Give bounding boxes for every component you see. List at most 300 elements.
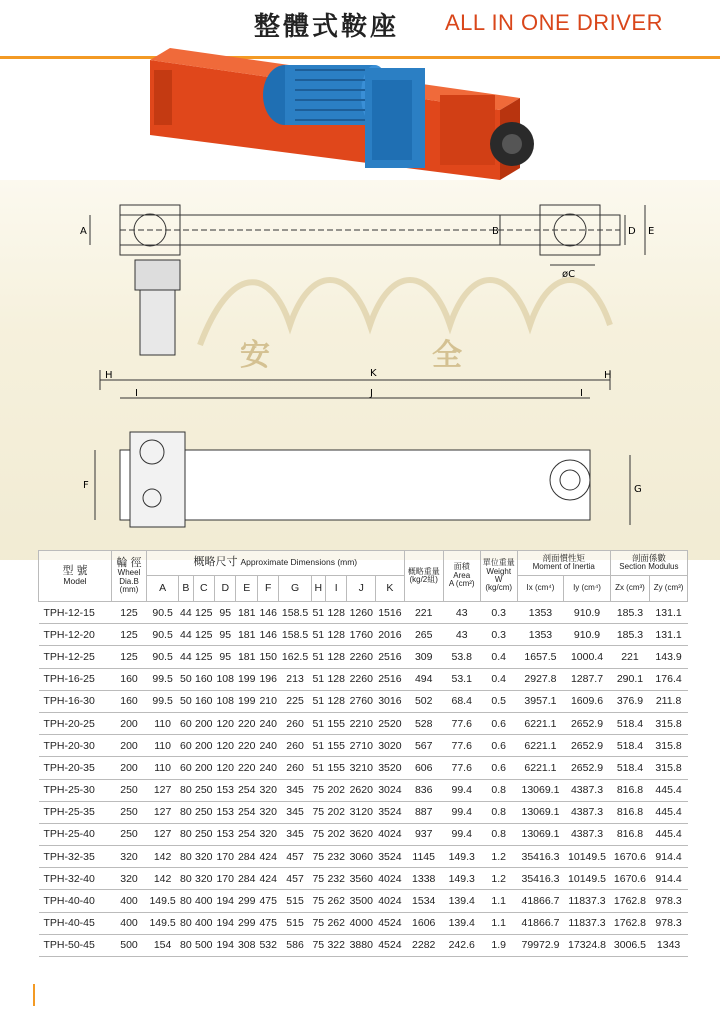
table-cell: 262 [325, 912, 346, 934]
table-cell: 6221.1 [517, 712, 564, 734]
table-cell: 80 [179, 890, 193, 912]
table-cell: 978.3 [650, 912, 688, 934]
table-cell: 142 [147, 868, 179, 890]
table-cell: 457 [279, 846, 311, 868]
table-cell: 260 [279, 712, 311, 734]
table-cell: 242.6 [443, 934, 480, 956]
table-cell: 515 [279, 890, 311, 912]
header-dim-d: D [215, 576, 236, 602]
table-cell: 3620 [347, 823, 376, 845]
table-cell-model: TPH-25-40 [39, 823, 112, 845]
table-cell: 2710 [347, 735, 376, 757]
header-area [443, 551, 480, 602]
table-cell: 90.5 [147, 646, 179, 668]
page-title-chinese: 整體式鞍座 [254, 12, 400, 42]
table-cell: 445.4 [650, 801, 688, 823]
table-cell: 0.8 [480, 779, 517, 801]
table-cell: 2927.8 [517, 668, 564, 690]
table-cell: 213 [279, 668, 311, 690]
table-cell: 2282 [404, 934, 443, 956]
table-cell: 125 [112, 624, 147, 646]
table-row [39, 624, 688, 646]
table-cell: 170 [215, 868, 236, 890]
table-cell: 202 [325, 823, 346, 845]
table-cell: 518.4 [610, 735, 649, 757]
spec-table [38, 550, 688, 957]
header-iy: Iy (cm⁴) [564, 576, 611, 602]
table-cell: 199 [236, 690, 257, 712]
table-cell: 240 [257, 712, 278, 734]
table-cell-model: TPH-16-25 [39, 668, 112, 690]
table-cell: 155 [325, 735, 346, 757]
table-cell: 254 [236, 801, 257, 823]
table-cell: 41866.7 [517, 912, 564, 934]
table-cell: 502 [404, 690, 443, 712]
table-cell: 154 [147, 934, 179, 956]
header-weight-cn: 概略重量 [407, 566, 440, 576]
table-cell: 43 [443, 602, 480, 624]
table-cell: 80 [179, 823, 193, 845]
table-cell: 221 [404, 602, 443, 624]
table-cell: 250 [112, 801, 147, 823]
table-cell: 1609.6 [564, 690, 611, 712]
table-cell-model: TPH-16-30 [39, 690, 112, 712]
dim-label-j: J [370, 388, 373, 399]
table-cell: 262 [325, 890, 346, 912]
table-cell: 4024 [376, 868, 405, 890]
table-cell: 518.4 [610, 757, 649, 779]
table-cell: 475 [257, 890, 278, 912]
table-cell: 125 [193, 602, 214, 624]
table-cell: 194 [215, 912, 236, 934]
table-cell-model: TPH-12-15 [39, 602, 112, 624]
table-cell: 1657.5 [517, 646, 564, 668]
table-cell: 0.5 [480, 690, 517, 712]
table-cell: 284 [236, 846, 257, 868]
table-cell: 1.9 [480, 934, 517, 956]
table-cell: 162.5 [279, 646, 311, 668]
table-cell: 2520 [376, 712, 405, 734]
header-weight [404, 551, 443, 602]
dim-label-h-right: H [604, 370, 612, 381]
table-cell: 0.6 [480, 757, 517, 779]
table-cell: 978.3 [650, 890, 688, 912]
page-title-english: ALL IN ONE DRIVER [445, 10, 663, 35]
table-cell: 176.4 [650, 668, 688, 690]
table-cell: 149.5 [147, 912, 179, 934]
table-cell: 139.4 [443, 912, 480, 934]
table-cell: 914.4 [650, 846, 688, 868]
table-cell: 181 [236, 602, 257, 624]
header-ix: Ix (cm⁴) [517, 576, 564, 602]
table-cell: 937 [404, 823, 443, 845]
table-cell: 3520 [376, 757, 405, 779]
table-cell: 2620 [347, 779, 376, 801]
table-cell: 75 [311, 912, 325, 934]
table-cell: 1.2 [480, 868, 517, 890]
table-cell: 200 [193, 757, 214, 779]
table-cell: 1353 [517, 624, 564, 646]
table-cell: 35416.3 [517, 868, 564, 890]
page-edge-marker [33, 984, 35, 1006]
table-cell: 265 [404, 624, 443, 646]
table-cell: 320 [257, 823, 278, 845]
header-dims-en: Approximate Dimensions (mm) [240, 557, 358, 568]
header-model-en: Model [63, 576, 87, 587]
table-cell: 225 [279, 690, 311, 712]
table-cell: 567 [404, 735, 443, 757]
table-cell: 80 [179, 868, 193, 890]
table-cell: 320 [257, 779, 278, 801]
table-cell: 125 [112, 646, 147, 668]
table-cell: 1.1 [480, 890, 517, 912]
table-cell-model: TPH-40-40 [39, 890, 112, 912]
table-cell: 77.6 [443, 757, 480, 779]
table-cell: 2516 [376, 646, 405, 668]
header-zx: Zx (cm³) [610, 576, 649, 602]
table-cell: 51 [311, 735, 325, 757]
table-cell: 0.3 [480, 624, 517, 646]
table-cell: 424 [257, 868, 278, 890]
table-cell-model: TPH-25-35 [39, 801, 112, 823]
table-cell: 125 [193, 624, 214, 646]
table-row [39, 934, 688, 956]
table-cell: 3006.5 [610, 934, 649, 956]
table-cell: 149.3 [443, 868, 480, 890]
table-cell: 1534 [404, 890, 443, 912]
table-cell: 0.6 [480, 712, 517, 734]
header-modulus [610, 551, 687, 576]
table-cell: 3020 [376, 735, 405, 757]
table-cell: 376.9 [610, 690, 649, 712]
table-cell: 200 [112, 735, 147, 757]
dim-label-b: B [492, 226, 499, 237]
table-cell: 75 [311, 868, 325, 890]
dim-label-d: D [628, 226, 636, 237]
table-cell: 196 [257, 668, 278, 690]
header-unitw-unit: (kg/cm) [485, 583, 513, 593]
table-cell: 500 [112, 934, 147, 956]
header-model [39, 551, 112, 602]
table-cell: 128 [325, 646, 346, 668]
table-cell: 53.8 [443, 646, 480, 668]
table-cell: 816.8 [610, 823, 649, 845]
table-cell: 110 [147, 735, 179, 757]
dim-label-c: øC [562, 269, 576, 280]
table-cell: 254 [236, 779, 257, 801]
table-row [39, 868, 688, 890]
header-dims-cn: 概略尺寸 [193, 556, 238, 569]
header-wheel-en2: Dia.B [119, 576, 139, 586]
table-cell: 3060 [347, 846, 376, 868]
table-cell: 35416.3 [517, 846, 564, 868]
table-cell: 1287.7 [564, 668, 611, 690]
header-inertia [517, 551, 610, 576]
header-dim-i: I [325, 576, 346, 602]
spec-table-body [39, 602, 688, 957]
table-cell: 500 [193, 934, 214, 956]
table-row [39, 890, 688, 912]
table-cell: 185.3 [610, 602, 649, 624]
table-cell: 299 [236, 890, 257, 912]
table-cell: 13069.1 [517, 779, 564, 801]
table-cell: 211.8 [650, 690, 688, 712]
table-cell: 232 [325, 846, 346, 868]
table-cell: 90.5 [147, 624, 179, 646]
table-cell: 155 [325, 712, 346, 734]
table-row [39, 602, 688, 624]
table-cell-model: TPH-32-40 [39, 868, 112, 890]
table-cell: 240 [257, 735, 278, 757]
table-cell: 3524 [376, 801, 405, 823]
header-modulus-en: Section Modulus [619, 562, 679, 572]
table-cell: 345 [279, 779, 311, 801]
dim-label-k: K [370, 368, 377, 379]
table-cell: 1353 [517, 602, 564, 624]
table-cell: 128 [325, 624, 346, 646]
table-cell: 1670.6 [610, 868, 649, 890]
table-cell: 200 [193, 712, 214, 734]
header-dim-a: A [147, 576, 179, 602]
table-cell: 606 [404, 757, 443, 779]
table-cell: 2652.9 [564, 712, 611, 734]
table-cell: 1606 [404, 912, 443, 934]
table-cell-model: TPH-32-35 [39, 846, 112, 868]
table-cell: 75 [311, 823, 325, 845]
table-row [39, 846, 688, 868]
table-cell: 3210 [347, 757, 376, 779]
table-cell: 3560 [347, 868, 376, 890]
table-cell: 127 [147, 823, 179, 845]
table-cell: 200 [112, 712, 147, 734]
table-cell: 60 [179, 735, 193, 757]
table-cell-model: TPH-20-35 [39, 757, 112, 779]
table-cell: 320 [112, 846, 147, 868]
header-area-sym: A (cm²) [448, 579, 475, 589]
table-row [39, 779, 688, 801]
header-wheel-en: Wheel [117, 568, 141, 578]
table-cell: 80 [179, 912, 193, 934]
background-mark-quan: 全 [432, 338, 462, 373]
table-cell: 50 [179, 690, 193, 712]
table-cell: 51 [311, 668, 325, 690]
header-dim-g: G [279, 576, 311, 602]
table-cell: 51 [311, 624, 325, 646]
table-cell: 80 [179, 779, 193, 801]
table-cell: 60 [179, 712, 193, 734]
table-cell: 2016 [376, 624, 405, 646]
table-cell: 75 [311, 890, 325, 912]
dim-label-i-left: I [135, 388, 138, 399]
header-wheel-unit: (mm) [119, 584, 139, 594]
table-cell: 315.8 [650, 735, 688, 757]
table-cell: 143.9 [650, 646, 688, 668]
table-cell: 13069.1 [517, 801, 564, 823]
table-cell: 51 [311, 646, 325, 668]
background-mark-an: 安 [240, 338, 270, 373]
header-modulus-cn: 剖面係數 [631, 553, 666, 564]
table-cell: 2210 [347, 712, 376, 734]
table-cell: 153 [215, 779, 236, 801]
table-cell: 53.1 [443, 668, 480, 690]
table-cell: 51 [311, 712, 325, 734]
table-cell: 528 [404, 712, 443, 734]
table-cell: 127 [147, 779, 179, 801]
table-cell: 131.1 [650, 624, 688, 646]
table-cell: 128 [325, 602, 346, 624]
header-unitw-sym: W [494, 575, 503, 584]
table-cell: 320 [257, 801, 278, 823]
table-cell-model: TPH-20-30 [39, 735, 112, 757]
table-cell: 6221.1 [517, 757, 564, 779]
table-cell: 51 [311, 602, 325, 624]
table-cell: 110 [147, 757, 179, 779]
table-cell: 10149.5 [564, 846, 611, 868]
table-cell: 400 [193, 890, 214, 912]
table-cell-model: TPH-20-25 [39, 712, 112, 734]
table-cell: 3880 [347, 934, 376, 956]
table-cell-model: TPH-25-30 [39, 779, 112, 801]
table-cell: 99.4 [443, 801, 480, 823]
table-cell: 250 [112, 823, 147, 845]
side-view-drawing [80, 360, 680, 550]
table-cell: 299 [236, 912, 257, 934]
table-cell: 3500 [347, 890, 376, 912]
table-cell: 1516 [376, 602, 405, 624]
header-dimensions [147, 551, 405, 576]
header-unitw-cn: 單位重量 [482, 558, 515, 568]
table-cell: 1762.8 [610, 912, 649, 934]
table-cell: 128 [325, 668, 346, 690]
table-cell: 3024 [376, 779, 405, 801]
table-cell: 816.8 [610, 801, 649, 823]
table-cell: 400 [112, 890, 147, 912]
table-cell: 3120 [347, 801, 376, 823]
table-cell-model: TPH-50-45 [39, 934, 112, 956]
table-cell: 79972.9 [517, 934, 564, 956]
table-cell: 60 [179, 757, 193, 779]
table-cell: 44 [179, 624, 193, 646]
table-cell: 494 [404, 668, 443, 690]
table-cell: 475 [257, 912, 278, 934]
table-cell: 2260 [347, 646, 376, 668]
table-cell: 95 [215, 646, 236, 668]
top-view-drawing [80, 195, 680, 365]
table-cell: 6221.1 [517, 735, 564, 757]
table-cell: 400 [193, 912, 214, 934]
table-cell: 99.5 [147, 668, 179, 690]
table-cell: 4387.3 [564, 801, 611, 823]
table-cell: 202 [325, 801, 346, 823]
table-cell: 284 [236, 868, 257, 890]
table-cell: 13069.1 [517, 823, 564, 845]
table-cell: 200 [112, 757, 147, 779]
table-cell: 44 [179, 602, 193, 624]
table-cell: 240 [257, 757, 278, 779]
header-model-cn: 型 號 [62, 564, 88, 577]
table-cell: 125 [112, 602, 147, 624]
table-cell: 158.5 [279, 602, 311, 624]
table-cell: 3016 [376, 690, 405, 712]
table-cell: 0.8 [480, 823, 517, 845]
table-cell: 194 [215, 934, 236, 956]
dim-label-h-left: H [105, 370, 113, 381]
table-cell: 80 [179, 934, 193, 956]
table-cell: 2516 [376, 668, 405, 690]
table-cell: 320 [193, 846, 214, 868]
table-cell: 41866.7 [517, 890, 564, 912]
table-row [39, 712, 688, 734]
table-cell-model: TPH-40-45 [39, 912, 112, 934]
table-cell: 120 [215, 735, 236, 757]
table-cell: 80 [179, 801, 193, 823]
table-cell: 181 [236, 624, 257, 646]
table-cell: 44 [179, 646, 193, 668]
table-cell: 153 [215, 801, 236, 823]
table-cell: 260 [279, 757, 311, 779]
table-cell: 445.4 [650, 823, 688, 845]
table-cell: 51 [311, 690, 325, 712]
table-cell: 158.5 [279, 624, 311, 646]
table-cell: 146 [257, 602, 278, 624]
dim-label-f: F [83, 480, 89, 491]
table-cell: 142 [147, 846, 179, 868]
table-cell: 309 [404, 646, 443, 668]
table-cell: 80 [179, 846, 193, 868]
table-cell: 250 [112, 779, 147, 801]
table-cell: 232 [325, 868, 346, 890]
table-cell: 108 [215, 690, 236, 712]
table-cell: 0.8 [480, 801, 517, 823]
table-cell: 99.4 [443, 779, 480, 801]
header-zy: Zy (cm³) [650, 576, 688, 602]
table-cell: 1260 [347, 602, 376, 624]
table-cell: 320 [193, 868, 214, 890]
table-cell: 290.1 [610, 668, 649, 690]
table-cell: 43 [443, 624, 480, 646]
table-cell: 4024 [376, 890, 405, 912]
table-cell: 345 [279, 801, 311, 823]
table-cell: 75 [311, 846, 325, 868]
header-inertia-en: Moment of Inertia [532, 562, 595, 572]
table-cell: 250 [193, 779, 214, 801]
table-cell: 1760 [347, 624, 376, 646]
table-cell: 515 [279, 912, 311, 934]
table-cell: 200 [193, 735, 214, 757]
table-row [39, 757, 688, 779]
table-cell: 0.4 [480, 668, 517, 690]
table-cell: 4524 [376, 934, 405, 956]
table-cell: 4000 [347, 912, 376, 934]
table-cell: 181 [236, 646, 257, 668]
table-cell: 4387.3 [564, 823, 611, 845]
table-cell: 1343 [650, 934, 688, 956]
header-wheel-cn: 輪 徑 [116, 556, 142, 569]
table-cell: 68.4 [443, 690, 480, 712]
table-cell: 221 [610, 646, 649, 668]
table-cell: 75 [311, 934, 325, 956]
table-cell: 3524 [376, 846, 405, 868]
table-cell: 518.4 [610, 712, 649, 734]
table-cell: 1.1 [480, 912, 517, 934]
header-dim-e: E [236, 576, 257, 602]
table-cell: 99.4 [443, 823, 480, 845]
table-cell: 170 [215, 846, 236, 868]
table-cell: 77.6 [443, 712, 480, 734]
table-cell: 457 [279, 868, 311, 890]
table-cell: 220 [236, 757, 257, 779]
table-cell: 1762.8 [610, 890, 649, 912]
